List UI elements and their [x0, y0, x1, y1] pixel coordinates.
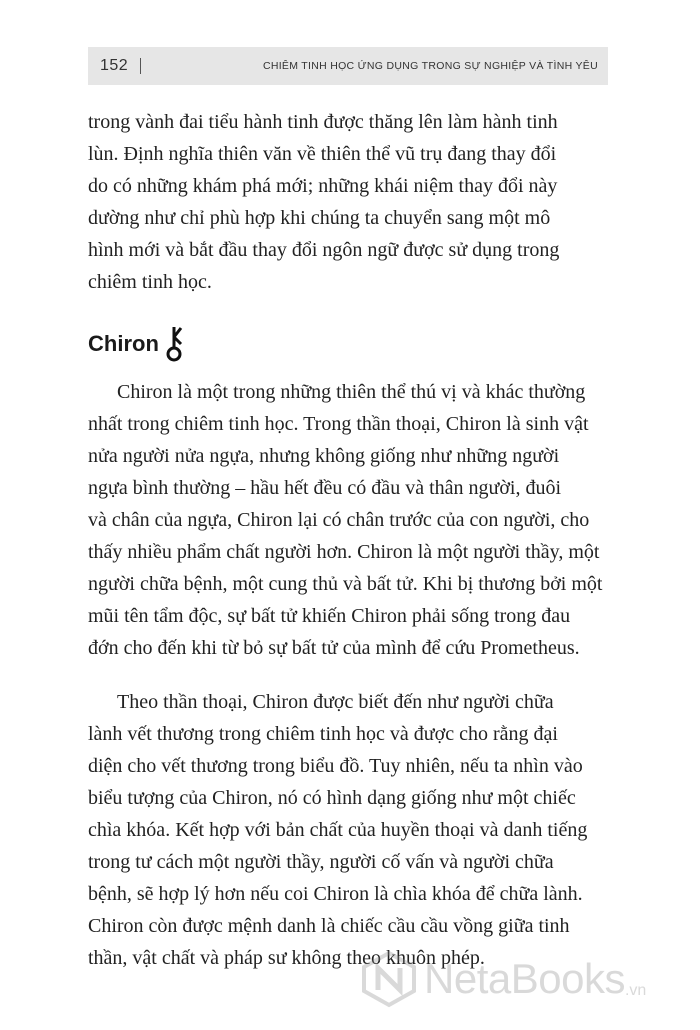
text-line: bệnh, sẽ hợp lý hơn nếu coi Chiron là chìa khóa để chữa lành. [88, 883, 583, 905]
text-line: và chân của ngựa, Chiron lại có chân trước của con người, cho [88, 509, 590, 531]
running-title: CHIÊM TINH HỌC ỨNG DỤNG TRONG SỰ NGHIỆP VÀ TÌNH YÊU [262, 60, 598, 72]
text-line: lùn. Định nghĩa thiên văn về thiên thể vũ trụ đang thay đổi [88, 143, 557, 165]
text-line: dường như chỉ phù hợp khi chúng ta chuyển sang một mô [88, 207, 551, 229]
text-line: thấy nhiều phẩm chất người hơn. Chiron là một người thầy, một [88, 541, 600, 563]
text-line: lành vết thương trong chiêm tinh học và được cho rằng đại [88, 723, 558, 745]
watermark-suffix: .vn [624, 982, 647, 999]
text-line: mũi tên tẩm độc, sự bất tử khiến Chiron phải sống trong đau [88, 605, 571, 627]
text-line: do có những khám phá mới; những khái niệm thay đổi này [88, 175, 558, 197]
section-heading-text: Chiron [88, 331, 159, 356]
text-line: chìa khóa. Kết hợp với bản chất của huyền thoại và danh tiếng [88, 819, 588, 841]
text-line: diện cho vết thương trong biểu đồ. Tuy nhiên, nếu ta nhìn vào [88, 755, 583, 777]
netabooks-logo-icon [360, 950, 418, 1008]
text-line: biểu tượng của Chiron, nó có hình dạng giống như một chiếc [88, 787, 576, 809]
watermark-brand: NetaBooks [424, 955, 625, 1002]
page-number-group [100, 57, 141, 75]
paragraph-intro [88, 106, 604, 298]
text-line: Theo thần thoại, Chiron được biết đến như người chữa [117, 691, 554, 713]
text-line: nhất trong chiêm tinh học. Trong thần thoại, Chiron là sinh vật [88, 413, 589, 435]
text-line: thần, vật chất và pháp sư không theo khuôn phép. [88, 947, 485, 969]
page-body [88, 106, 604, 974]
header-divider [140, 58, 141, 74]
text-line: đớn cho đến khi từ bỏ sự bất tử của mình để cứu Prometheus. [88, 637, 580, 659]
section-heading [88, 324, 604, 364]
text-line: Chiron là một trong những thiên thể thú vị và khác thường [117, 381, 586, 403]
watermark [360, 950, 646, 1008]
text-line: Chiron còn được mệnh danh là chiếc cầu cầu vồng giữa tinh [88, 915, 570, 937]
text-line: ngựa bình thường – hầu hết đều có đầu và thân người, đuôi [88, 477, 562, 499]
paragraph-gap [88, 664, 604, 686]
chiron-key-icon [165, 325, 185, 363]
paragraph-chiron-healing [88, 686, 604, 974]
text-line: hình mới và bắt đầu thay đổi ngôn ngữ được sử dụng trong [88, 239, 560, 261]
running-header [88, 47, 608, 85]
text-line: nửa người nửa ngựa, nhưng không giống như những người [88, 445, 560, 467]
paragraph-chiron-myth [88, 376, 604, 664]
text-line: người chữa bệnh, một cung thủ và bất tử. Khi bị thương bởi một [88, 573, 603, 595]
page-number: 152 [100, 57, 129, 74]
text-line: trong tư cách một người thầy, người cố vấn và người chữa [88, 851, 554, 873]
text-line: trong vành đai tiểu hành tinh được thăng lên làm hành tinh [88, 111, 558, 133]
text-line: chiêm tinh học. [88, 271, 212, 293]
